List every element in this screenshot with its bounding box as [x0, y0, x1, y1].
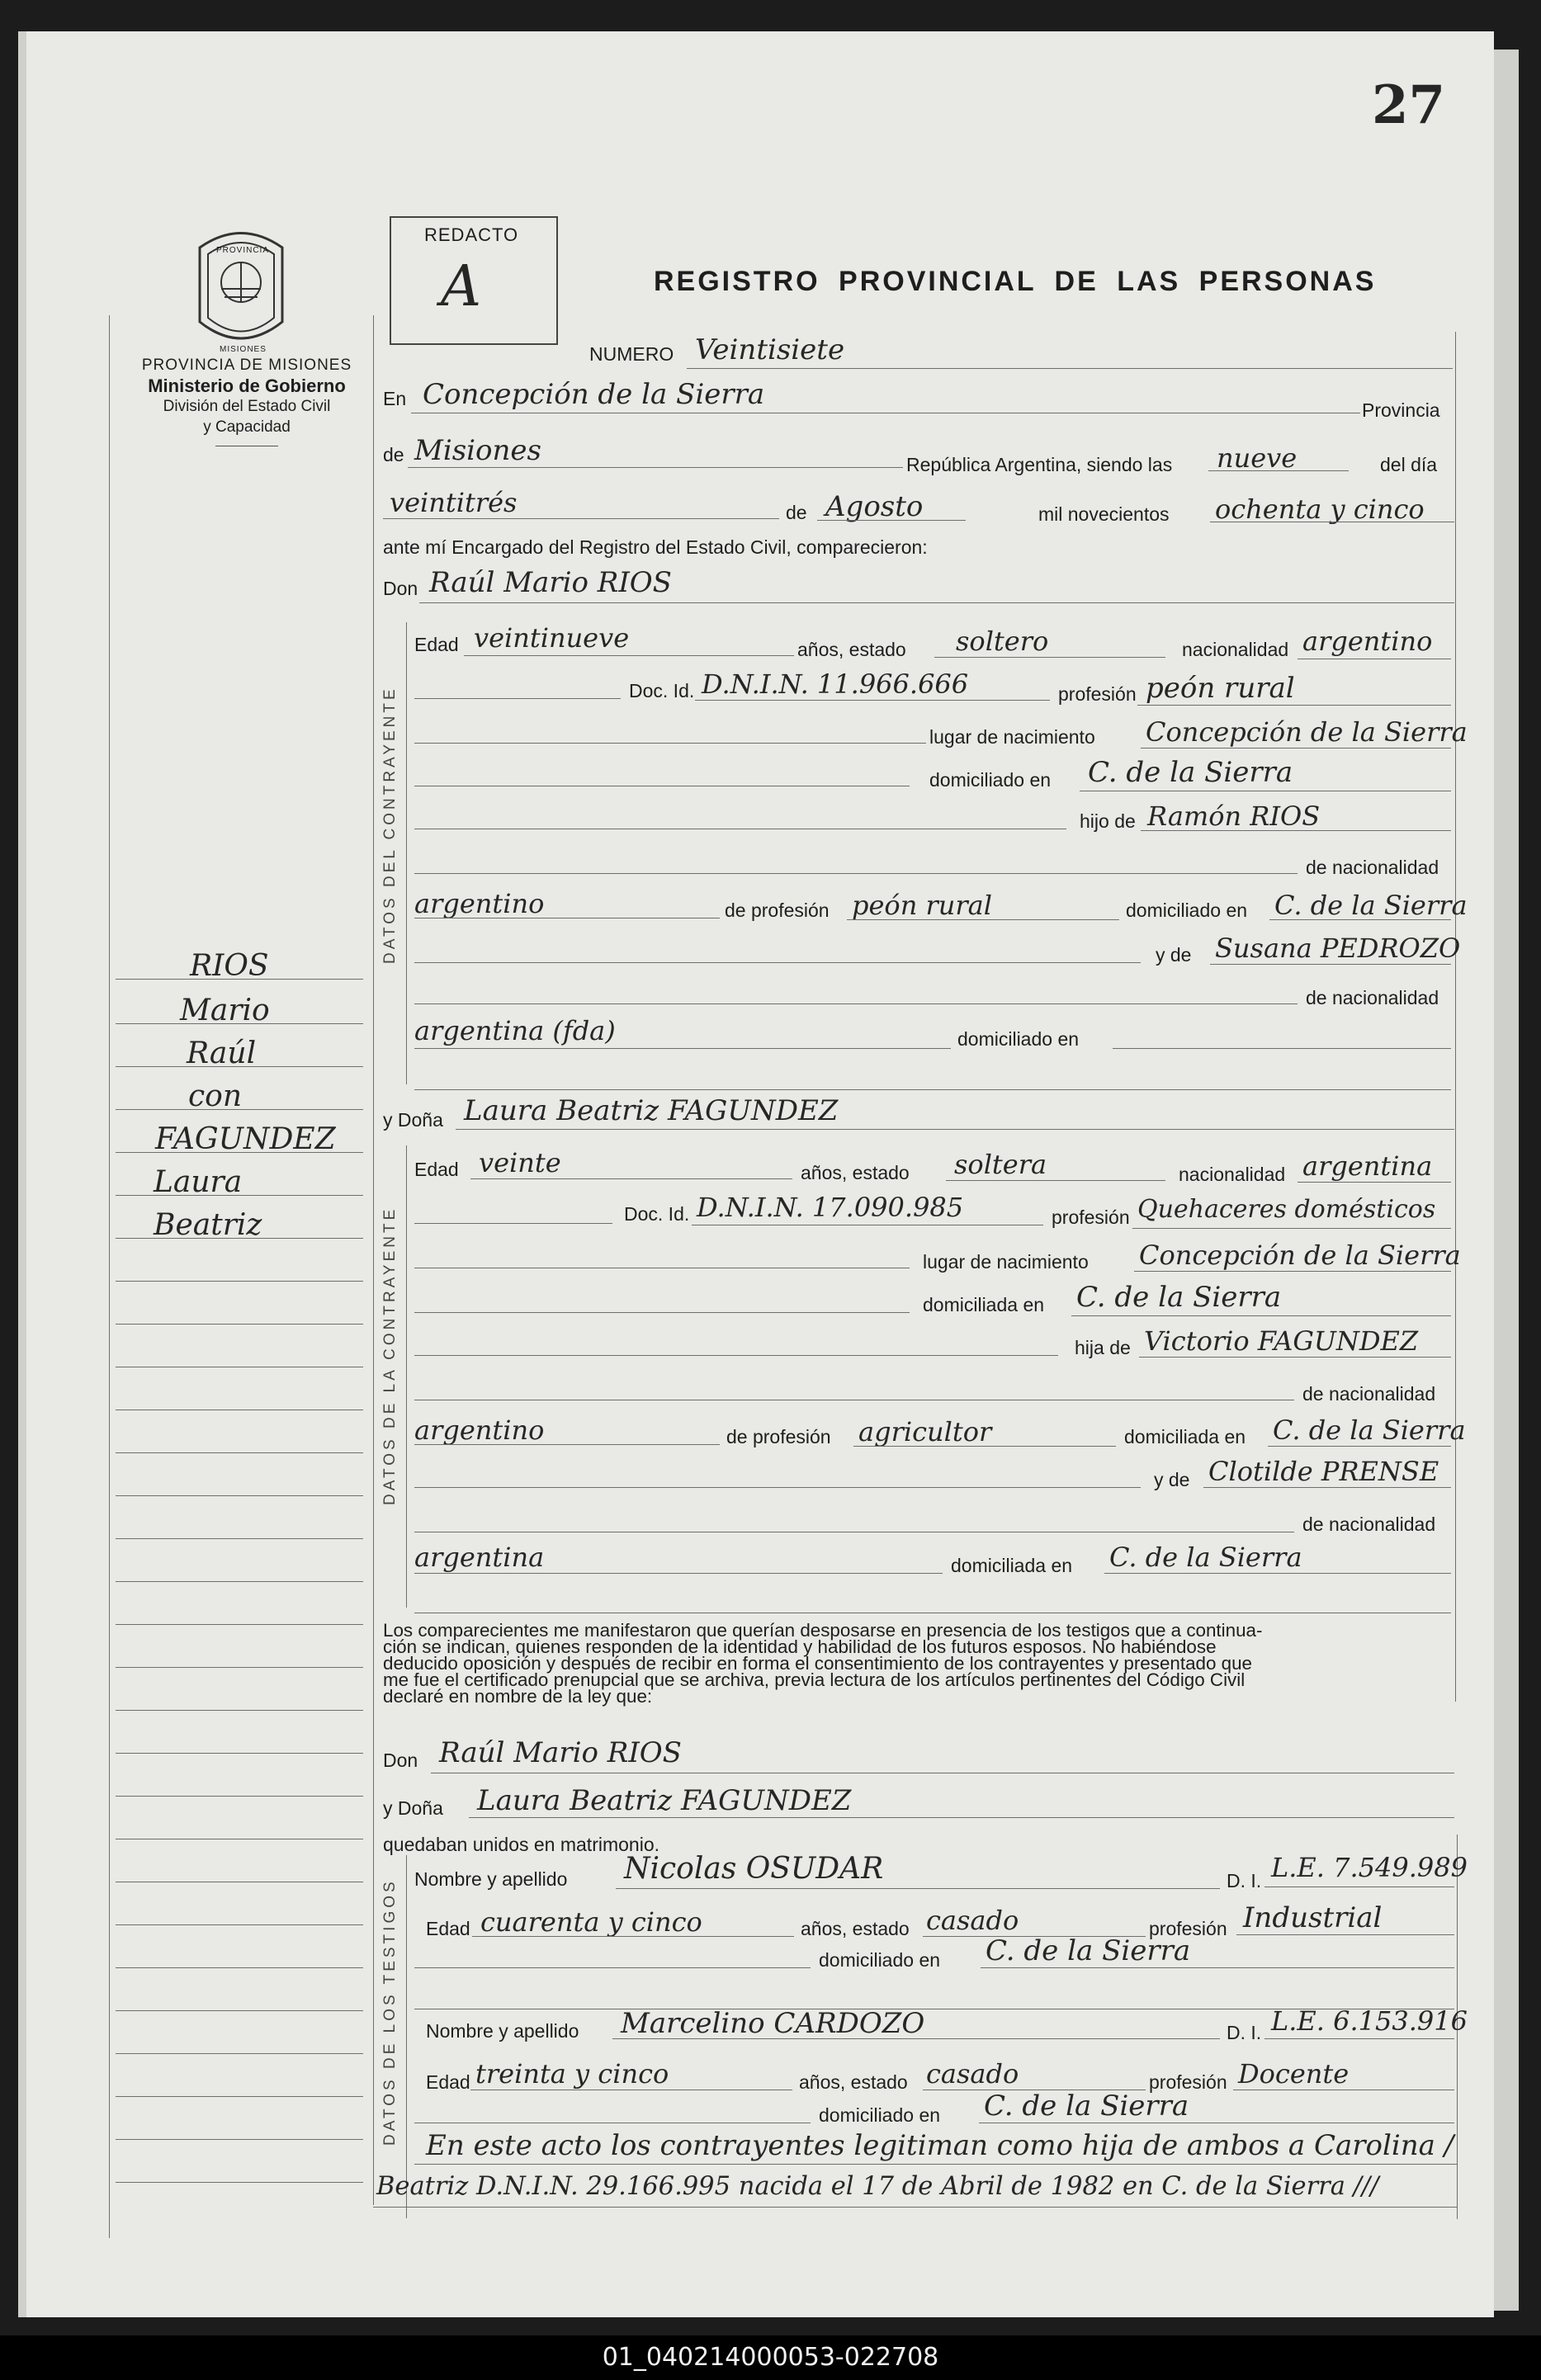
groom-prof-label: profesión: [1058, 683, 1137, 705]
bride-nac-label: nacionalidad: [1179, 1164, 1286, 1185]
groom-madre-nac: argentina (fda): [414, 1015, 616, 1046]
w1-di-value: L.E. 7.549.989: [1271, 1852, 1468, 1883]
declaration-text: [383, 1622, 1456, 1705]
groom-dom-value: C. de la Sierra: [1088, 756, 1293, 789]
de-value: Misiones: [414, 434, 541, 467]
groom-padre-dom: C. de la Sierra: [1274, 890, 1468, 921]
w1-edad-value: cuarenta y cinco: [480, 1906, 702, 1938]
w1-dom-value: C. de la Sierra: [986, 1934, 1191, 1967]
witnesses-vertical-label: DATOS DE LOS TESTIGOS: [381, 1878, 399, 2146]
w2-prof-value: Docente: [1238, 2058, 1350, 2090]
issuer-line-3: División del Estado Civil: [163, 398, 331, 415]
bride-prof-label: profesión: [1052, 1207, 1130, 1228]
bride-y-de-label: y de: [1154, 1469, 1190, 1490]
issuer-line-4: y Capacidad: [203, 418, 291, 436]
w2-edad-label: Edad: [426, 2071, 470, 2093]
republica-label: República Argentina, siendo las: [906, 454, 1173, 475]
w2-di-label: D. I.: [1227, 2022, 1262, 2043]
bride-line-label: y Doña: [383, 1109, 443, 1131]
w2-edad-value: treinta y cinco: [475, 2058, 669, 2090]
groom-dom-label: domiciliado en: [929, 769, 1052, 791]
issuer-line-1: PROVINCIA DE MISIONES: [141, 357, 352, 374]
don-label: Don: [383, 578, 418, 599]
w1-prof-value: Industrial: [1243, 1901, 1383, 1934]
w2-prof-label: profesión: [1149, 2071, 1227, 2093]
groom-vertical-label: DATOS DEL CONTRAYENTE: [381, 686, 399, 964]
groom-doc-label: Doc. Id.: [629, 680, 695, 701]
declaration-dona-label: y Doña: [383, 1797, 443, 1819]
provincia-label: Provincia: [1362, 399, 1440, 421]
declaration-unidos: quedaban unidos en matrimonio.: [383, 1834, 660, 1855]
document-title: REGISTRO PROVINCIAL DE LAS PERSONAS: [654, 266, 1377, 297]
groom-madre-dom-label: domiciliado en: [957, 1028, 1080, 1050]
declaration-don-label: Don: [383, 1750, 418, 1771]
bride-estado-value: soltera: [954, 1149, 1047, 1180]
logo-bottom-text: MISIONES: [220, 345, 267, 354]
groom-madre-value: Susana PEDROZO: [1215, 933, 1461, 964]
bride-nac-value: argentina: [1302, 1150, 1433, 1182]
mil-label: mil novecientos: [1038, 503, 1170, 525]
sidebar-name-4: con: [188, 1079, 243, 1113]
bride-de-nac-label: de nacionalidad: [1302, 1383, 1436, 1405]
w2-estado-value: casado: [926, 2058, 1019, 2090]
issuer-block: [102, 355, 391, 446]
groom-y-de-label: y de: [1156, 944, 1192, 966]
bride-lugar-value: Concepción de la Sierra: [1139, 1240, 1461, 1271]
don-value: Raúl Mario RIOS: [429, 566, 672, 599]
numero-value: Veintisiete: [695, 333, 845, 366]
bride-vertical-label: DATOS DE LA CONTRAYENTE: [381, 1206, 399, 1505]
bride-line-value: Laura Beatriz FAGUNDEZ: [464, 1094, 839, 1127]
note-line-2: Beatriz D.N.I.N. 29.166.995 nacida el 17 de Abril de 1982 en C. de la Sierra ///: [376, 2172, 1379, 2201]
w1-edad-label: Edad: [426, 1918, 470, 1939]
bride-padre-dom-label: domiciliada en: [1124, 1426, 1246, 1447]
bride-anios-label: años, estado: [801, 1162, 910, 1183]
bride-dom-value: C. de la Sierra: [1076, 1281, 1282, 1314]
bride-doc-value: D.N.I.N. 17.090.985: [697, 1192, 964, 1223]
bride-madre-value: Clotilde PRENSE: [1208, 1456, 1439, 1487]
declaration-line-5: declaré en nombre de la ley que:: [383, 1686, 653, 1707]
bride-padre-prof: agricultor: [858, 1416, 992, 1447]
bride-edad-value: veinte: [479, 1147, 561, 1178]
groom-nac-label: nacionalidad: [1182, 639, 1289, 660]
w1-nombre-value: Nicolas OSUDAR: [624, 1852, 884, 1886]
bride-madre-dom: C. de la Sierra: [1109, 1542, 1302, 1573]
w1-di-label: D. I.: [1227, 1870, 1262, 1891]
bride-edad-label: Edad: [414, 1159, 459, 1180]
bride-madre-dom-label: domiciliada en: [951, 1555, 1073, 1576]
groom-lugar-value: Concepción de la Sierra: [1146, 716, 1468, 748]
bride-dom-label: domiciliada en: [923, 1294, 1045, 1315]
groom-padre-prof: peón rural: [852, 890, 992, 921]
bride-de-prof-label: de profesión: [726, 1426, 831, 1447]
declaration-don-value: Raúl Mario RIOS: [439, 1736, 682, 1769]
declaration-line-1: Los comparecientes me manifestaron que querían desposarse en presencia de los testigos que a continua-: [383, 1620, 1263, 1641]
groom-nac-value: argentino: [1302, 626, 1433, 657]
bride-hija-label: hija de: [1075, 1337, 1131, 1358]
declaration-line-4: me fue el certificado prenupcial que se archiva, previa lectura de los artículos pertinentes del Código Civil: [383, 1669, 1246, 1690]
w1-dom-label: domiciliado en: [819, 1949, 941, 1971]
sidebar-name-5: FAGUNDEZ: [155, 1122, 336, 1156]
en-value: Concepción de la Sierra: [423, 378, 765, 411]
hora-value: nueve: [1217, 442, 1298, 474]
dia-value: veintitrés: [390, 487, 518, 518]
redacto-initials: A: [441, 254, 482, 319]
issuer-line-2: Ministerio de Gobierno: [148, 375, 346, 396]
document-page: [18, 31, 1494, 2317]
groom-padre-nac: argentino: [414, 888, 545, 919]
w2-nombre-label: Nombre y apellido: [426, 2020, 579, 2042]
w1-prof-label: profesión: [1149, 1918, 1227, 1939]
groom-de-nac-label: de nacionalidad: [1306, 857, 1439, 878]
de-mes-label: de: [786, 502, 807, 523]
redacto-label: REDACTO: [424, 224, 519, 245]
sidebar-name-2: Mario: [180, 994, 270, 1027]
sidebar-name-3: Raúl: [187, 1037, 257, 1070]
groom-padre-value: Ramón RIOS: [1147, 800, 1321, 832]
w1-nombre-label: Nombre y apellido: [414, 1868, 568, 1890]
declaration-dona-value: Laura Beatriz FAGUNDEZ: [477, 1784, 852, 1817]
provincial-seal-logo: [191, 223, 291, 363]
groom-edad-value: veintinueve: [474, 622, 630, 654]
sidebar-name-1: RIOS: [190, 949, 269, 983]
w2-anios-label: años, estado: [799, 2071, 908, 2093]
bride-lugar-label: lugar de nacimiento: [923, 1251, 1089, 1273]
en-label: En: [383, 388, 407, 409]
bride-padre-value: Victorio FAGUNDEZ: [1144, 1325, 1419, 1357]
groom-edad-label: Edad: [414, 634, 459, 655]
numero-label: NUMERO: [589, 343, 674, 365]
w1-anios-label: años, estado: [801, 1918, 910, 1939]
ante-label: ante mí Encargado del Registro del Estado Civil, comparecieron:: [383, 536, 928, 558]
w2-dom-value: C. de la Sierra: [984, 2090, 1189, 2123]
sidebar-name-6: Laura: [154, 1165, 243, 1199]
footer-id: 01_040214000053-022708: [602, 2343, 939, 2372]
groom-lugar-label: lugar de nacimiento: [929, 726, 1095, 748]
sidebar-name-7: Beatriz: [154, 1208, 262, 1242]
bride-padre-nac: argentino: [414, 1414, 545, 1446]
del-dia-label: del día: [1380, 454, 1438, 475]
bride-doc-label: Doc. Id.: [624, 1203, 690, 1225]
groom-prof-value: peón rural: [1146, 672, 1295, 705]
mes-value: Agosto: [825, 490, 924, 523]
anio-value: ochenta y cinco: [1215, 493, 1425, 525]
w2-nombre-value: Marcelino CARDOZO: [621, 2007, 925, 2040]
groom-hijo-label: hijo de: [1080, 810, 1136, 832]
groom-padre-dom-label: domiciliado en: [1126, 900, 1248, 921]
groom-anios-label: años, estado: [797, 639, 906, 660]
redacto-box: [390, 216, 558, 345]
groom-doc-value: D.N.I.N. 11.966.666: [702, 668, 969, 700]
note-line-1: En este acto los contrayentes legitiman como hija de ambos a Carolina /: [426, 2129, 1454, 2162]
declaration-line-2: ción se indican, quienes responden de la identidad y habilidad de los futuros esposos. No habiéndose: [383, 1636, 1217, 1657]
w2-dom-label: domiciliado en: [819, 2104, 941, 2126]
groom-estado-value: soltero: [956, 626, 1049, 657]
bride-prof-value: Quehaceres domésticos: [1137, 1195, 1436, 1224]
w2-di-value: L.E. 6.153.916: [1271, 2005, 1468, 2037]
w1-estado-value: casado: [926, 1905, 1019, 1936]
declaration-line-3: deducido oposición y después de recibir en forma el consentimiento de los contrayentes y presentado que: [383, 1653, 1253, 1674]
bride-de-nac-label-2: de nacionalidad: [1302, 1513, 1436, 1535]
groom-de-prof-label: de profesión: [725, 900, 830, 921]
logo-top-text: PROVINCIA: [216, 246, 270, 255]
de-label: de: [383, 444, 404, 465]
page-number: 27: [1372, 74, 1446, 136]
groom-de-nac-label-2: de nacionalidad: [1306, 987, 1439, 1008]
image-id-bar: [0, 2335, 1541, 2380]
bride-madre-nac: argentina: [414, 1542, 545, 1573]
bride-padre-dom: C. de la Sierra: [1273, 1414, 1466, 1446]
